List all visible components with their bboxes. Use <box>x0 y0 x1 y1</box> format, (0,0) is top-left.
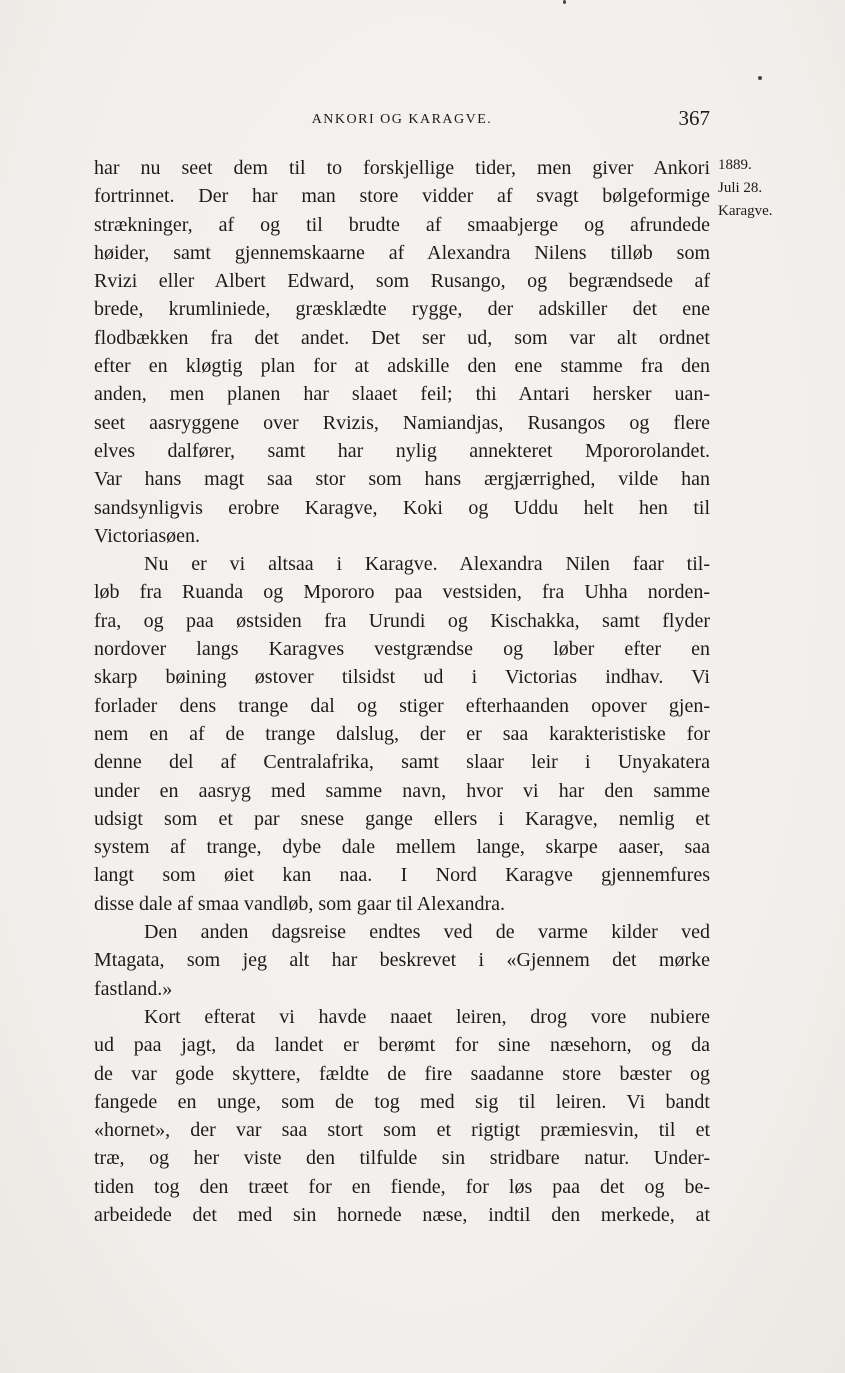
text-line: Var hans magt saa stor som hans ærgjærrighed, vilde han <box>94 468 710 491</box>
text-line: strækninger, af og til brudte af smaabjerge og afrundede <box>94 213 710 236</box>
text-line: «hornet», der var saa stort som et rigtigt præmiesvin, til et <box>94 1119 710 1142</box>
margin-note-year: 1889. <box>718 157 752 173</box>
text-line: system af trange, dybe dale mellem lange, skarpe aaser, saa <box>94 836 710 859</box>
margin-note <box>718 154 798 223</box>
text-line: løb fra Ruanda og Mpororo paa vestsiden, fra Uhha norden- <box>94 581 710 604</box>
text-line: fortrinnet. Der har man store vidder af svagt bølgeformige <box>94 185 710 208</box>
text-line: fangede en unge, som de tog med sig til leiren. Vi bandt <box>94 1090 710 1113</box>
text-line: fastland.» <box>94 977 173 1000</box>
text-line: Nu er vi altsaa i Karagve. Alexandra Nilen faar til- <box>144 553 710 576</box>
text-line: Mtagata, som jeg alt har beskrevet i «Gjennem det mørke <box>94 949 710 972</box>
text-line: fra, og paa østsiden fra Urundi og Kischakka, samt flyder <box>94 609 710 632</box>
text-line: anden, men planen har slaaet feil; thi Antari hersker uan- <box>94 383 710 406</box>
text-line: har nu seet dem til to forskjellige tider, men giver Ankori <box>94 157 710 179</box>
text-line: seet aasryggene over Rvizis, Namiandjas, Rusangos og flere <box>94 411 710 434</box>
text-line: flodbækken fra det andet. Det ser ud, som var alt ordnet <box>94 326 710 349</box>
page-number: 367 <box>678 106 710 130</box>
text-line: nem en af de trange dalslug, der er saa karakteristiske for <box>94 722 710 745</box>
text-line: tiden tog den træet for en fiende, for løs paa det og be- <box>94 1175 710 1198</box>
text-line: de var gode skyttere, fældte de fire saadanne store bæster og <box>94 1062 710 1085</box>
text-line: træ, og her viste den tilfulde sin stridbare natur. Under- <box>94 1147 710 1170</box>
text-line: langt som øiet kan naa. I Nord Karagve gjennemfures <box>94 864 710 887</box>
text-line: sandsynligvis erobre Karagve, Koki og Uddu helt hen til <box>94 496 710 519</box>
text-line: denne del af Centralafrika, samt slaar leir i Unyakatera <box>94 751 710 774</box>
text-line: Den anden dagsreise endtes ved de varme kilder ved <box>144 921 710 944</box>
text-line: udsigt som et par snese gange ellers i Karagve, nemlig et <box>94 807 710 830</box>
text-line: efter en kløgtig plan for at adskille den ene stamme fra den <box>94 355 710 378</box>
text-line: ud paa jagt, da landet er berømt for sine næsehorn, og da <box>94 1034 710 1057</box>
paper-speck <box>758 76 762 80</box>
text-line: nordover langs Karagves vestgrændse og løber efter en <box>94 638 710 661</box>
text-line: høider, samt gjennemskaarne af Alexandra Nilens tilløb som <box>94 241 710 264</box>
paper-speck <box>563 0 566 4</box>
text-line: elves dalfører, samt har nylig annekteret Mpororolandet. <box>94 439 710 462</box>
running-head: ANKORI OG KARAGVE. <box>311 112 493 127</box>
text-line: Rvizi eller Albert Edward, som Rusango, og begrændsede af <box>94 270 710 293</box>
margin-note-place: Karagve. <box>718 203 773 219</box>
text-line: arbeidede det med sin hornede næse, indtil den merkede, at <box>94 1203 710 1226</box>
text-line: disse dale af smaa vandløb, som gaar til Alexandra. <box>94 892 505 915</box>
text-line: brede, krumliniede, græsklædte rygge, der adskiller det ene <box>94 298 710 321</box>
text-line: under en aasryg med samme navn, hvor vi har den samme <box>94 779 710 802</box>
text-line: skarp bøining østover tilsidst ud i Victorias indhav. Vi <box>94 666 710 689</box>
page-header <box>94 106 710 134</box>
text-line: forlader dens trange dal og stiger efterhaanden opover gjen- <box>94 694 710 717</box>
text-line: Victoriasøen. <box>94 524 200 547</box>
text-line: Kort efterat vi havde naaet leiren, drog vore nubiere <box>144 1005 710 1028</box>
margin-note-date: Juli 28. <box>718 180 763 196</box>
body-text <box>94 154 710 1229</box>
